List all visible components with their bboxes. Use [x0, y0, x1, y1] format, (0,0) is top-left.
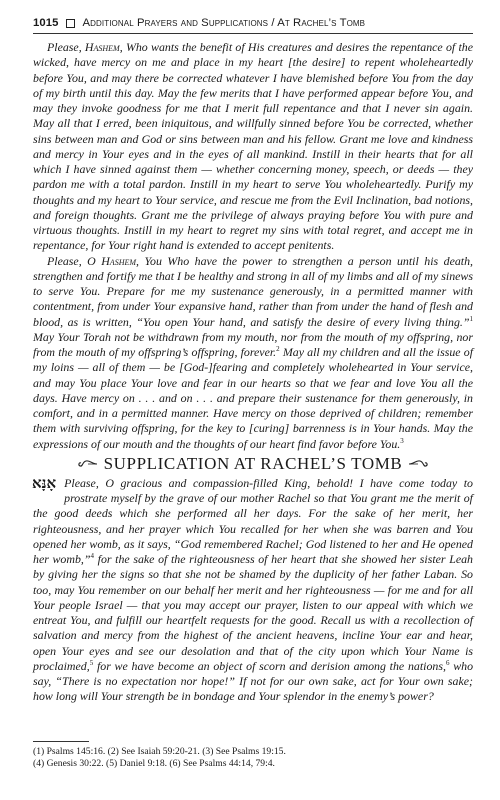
divine-name: Hashem	[101, 253, 137, 268]
text-run: May Your Torah not be withdrawn from my mouth, nor from the mouth of my offspring, nor from the mouth of my offspring’s offspring, forever.	[33, 329, 473, 359]
footnote-divider	[33, 741, 89, 742]
footnote-line: (4) Genesis 30:22. (5) Daniel 9:18. (6) See Psalms 44:14, 79:4.	[33, 758, 275, 770]
text-run: for the sake of the righteousness of her heart that she showed her sister Leah by giving her the signs so that she not be shamed by the duplicity of her father Laban. So too, may You remember on our behalf her merit and her righteousness — for me and for all Your people Israel — that you may accept our prayer, listen to our appeal with which we entreat You, and fulfill our heartfelt requests for the good. Recall us with a recollection of salvation and mercy from the highest of the ancient heavens, incline Your ear and hear, open Your eyes and see our desolation and that of the city upon which Your Name is proclaimed,	[33, 552, 473, 673]
hebrew-lead-word: אָנָּא	[32, 473, 57, 492]
text-run: for we have become an object of scorn and derision among the nations,	[93, 658, 446, 673]
text-run: , You Who have the power to strengthen a person until his death, strengthen and fortify me that I be healthy and strong in all of my limbs and all of my sinews to serve You. Prepare for me my sustenance generously, in a permitted manner with contentment, from under Your expansive hand, rather than from under the hand of flesh and blood, as is written, “You open Your hand, and satisfy the desire of every living thing.”	[33, 253, 474, 329]
paragraph-rachel-supplication	[32, 473, 474, 705]
section-title: SUPPLICATION AT RACHEL’S TOMB	[103, 453, 403, 473]
running-head	[33, 16, 473, 34]
paragraph-please-hashem	[33, 40, 473, 254]
footnote-ref: 1	[469, 314, 473, 323]
footnotes	[33, 746, 473, 770]
footnote-ref: 4	[90, 552, 94, 561]
running-title: Additional Prayers and Supplications / At Rachel’s Tomb	[82, 17, 366, 29]
text-run: who say, “There is no expectation nor hope!” If not for our own sake, act for Your own sake; how long will Your strength be in bondage and Your splendor in the enemy’s power?	[33, 658, 474, 704]
footnote-ref: 2	[276, 345, 280, 354]
footnote-line: (1) Psalms 145:16. (2) See Isaiah 59:20-21. (3) See Psalms 19:15.	[33, 746, 286, 757]
page-number: 1015	[33, 17, 59, 29]
text-run: Please, O	[47, 253, 102, 268]
divine-name: Hashem	[84, 40, 120, 54]
text-run: Please,	[47, 40, 85, 54]
footnote-ref: 3	[400, 436, 404, 445]
text-run: May all my children and all the issue of my loins — all of them — be [God-]fearing and completely wholehearted in Your service, and may You place Your love and fear in our hearts so that we fear and love You all the days. Have mercy on . . . and on . . . and prepare their sustenance for them generously, in comfort, and in a permitted manner. Have mercy on those deprived of children; remember them with surviving offspring, for the key to [curing] barrenness is in Your hands. May the expressions of our mouth and the thoughts of our heart find favor before You.	[33, 345, 473, 451]
right-flourish-icon	[408, 459, 430, 469]
left-flourish-icon	[76, 459, 98, 469]
text-run: Please, O gracious and compassion-filled King, behold! I have come today to prostrate myself by the grave of our mother Rachel so that You grant me the merit of the good deeds which she performed all her days. For the sake of her merit, her righteousness, and her prayer which You recalled for her when she was barren and You opened her womb, as it says, “God remembered Rachel; God listened to her and He opened her womb,”	[33, 475, 473, 566]
paragraph-please-o-hashem	[33, 254, 473, 452]
footnote-ref: 5	[89, 658, 94, 667]
section-heading	[33, 454, 473, 474]
text-run: , Who wants the benefit of His creatures and desires the repentance of the wicked, have mercy on me and place in my heart [the desire] to repent wholeheartedly before You, and may there be corrected whatever I have blemished before You from the day of my birth until this day. May the few merits that I have performed appear before You, and may they invoke goodness for me that I merit full repentance and that I never sin again. May all that I erred, been iniquitous, and willfully sinned before You be corrected, whether sins between man and God or sins between man and his fellow. Grant me love and kindness and mercy in Your eyes and in the eyes of all mankind. Instill in their hearts that for all which I have sinned against them — whether concerning money, speech, or deeds — they pardon me with a total pardon. Instill in my heart to serve You wholeheartedly. Purify my thoughts and my heart to Your service, and rescue me from the Evil Inclination, bad notions, and foreign thoughts. Grant me the privilege of always praying before You with pure and virtuous thoughts. Instill in my heart to regret my sins with total regret, and accept me in repentance, for Your right hand is extended to accept penitents.	[33, 40, 473, 253]
square-ornament-icon	[66, 19, 75, 28]
footnote-ref: 6	[445, 658, 450, 667]
prayer-text	[33, 40, 473, 705]
